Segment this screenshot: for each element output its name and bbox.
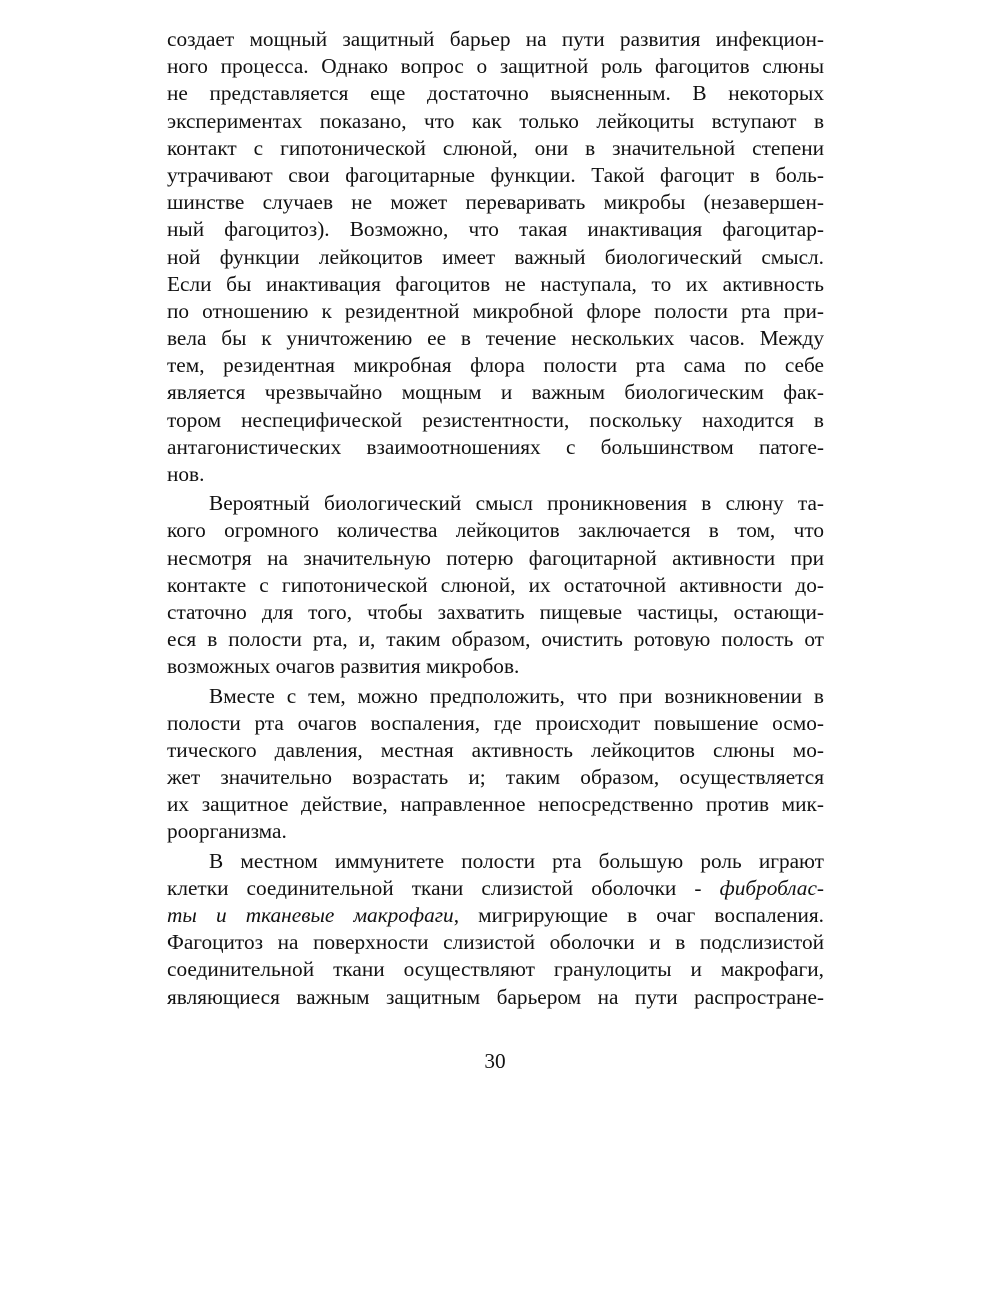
text-run: по отношению к резидентной микробной флоре полости рта при- [167, 298, 824, 323]
text-line [167, 791, 824, 818]
text-line [167, 848, 824, 875]
text-run: тем, резидентная микробная флора полости рта сама по себе [167, 353, 824, 378]
text-line [167, 683, 824, 710]
text-run: соединительной ткани осуществляют гранулоциты и макрофаги, [167, 957, 824, 982]
italic-term: ты и тканевые макрофаги [167, 903, 454, 927]
text-run: В местном иммунитете полости рта большую роль играют [209, 848, 824, 873]
text-run: Фагоцитоз на поверхности слизистой оболочки и в подслизистой [167, 930, 824, 955]
text-line [167, 572, 824, 599]
text-line [167, 325, 824, 352]
text-line [167, 517, 824, 544]
text-line [167, 929, 824, 956]
text-run: тором неспецифической резистентности, поскольку находится в [167, 407, 824, 432]
body-text [167, 26, 824, 1011]
text-line [167, 379, 824, 406]
text-line [167, 599, 824, 626]
text-run: несмотря на значительную потерю фагоцитарной активности при [167, 545, 824, 570]
text-run: Вместе с тем, можно предположить, что при возникновении в [209, 683, 824, 708]
text-line [167, 189, 824, 216]
text-run: ный фагоцитоз). Возможно, что такая инактивация фагоцитар- [167, 217, 824, 242]
paragraph [167, 848, 824, 1011]
text-line [167, 626, 824, 653]
text-run: статочно для того, чтобы захватить пищевые частицы, остающи- [167, 599, 824, 624]
text-run: , мигрирующие в очаг воспаления. [453, 903, 825, 927]
text-run: контакте с гипотонической слюной, их остаточной активности до- [167, 572, 824, 597]
text-run: шинстве случаев не может переваривать микробы (незавершен- [167, 190, 824, 215]
text-line [167, 108, 824, 135]
text-run: утрачивают свои фагоцитарные функции. Такой фагоцит в боль- [167, 162, 824, 187]
text-run: Вероятный биологический смысл проникновения в слюну та- [209, 491, 824, 516]
text-line [167, 490, 824, 517]
paragraph [167, 26, 824, 488]
text-run: контакт с гипотонической слюной, они в значительной степени [167, 135, 824, 160]
text-line [167, 956, 824, 983]
text-run: ной функции лейкоцитов имеет важный биологический смысл. [167, 244, 824, 269]
text-line [167, 434, 824, 461]
text-run: роорганизма. [167, 819, 287, 844]
text-line [167, 80, 824, 107]
text-line [167, 53, 824, 80]
text-run: Если бы инактивация фагоцитов не наступала, то их активность [167, 271, 824, 296]
text-run: полости рта очагов воспаления, где происходит повышение осмо- [167, 710, 824, 735]
text-line [167, 818, 824, 845]
paragraph [167, 490, 824, 680]
text-line [167, 135, 824, 162]
text-line [167, 352, 824, 379]
text-line [167, 875, 824, 902]
text-line [167, 984, 824, 1011]
text-run: не представляется еще достаточно выясненным. В некоторых [167, 81, 824, 106]
text-run: кого огромного количества лейкоцитов заключается в том, что [167, 518, 824, 543]
text-line [167, 26, 824, 53]
text-line [167, 545, 824, 572]
text-run: возможных очагов развития микробов. [167, 654, 520, 679]
text-line [167, 653, 824, 680]
text-line [167, 216, 824, 243]
text-line [167, 298, 824, 325]
text-run: экспериментах показано, что как только лейкоциты вступают в [167, 108, 824, 133]
text-line [167, 461, 824, 488]
text-line [167, 162, 824, 189]
text-run: антагонистических взаимоотношениях с большинством патоге- [167, 434, 824, 459]
text-line [167, 244, 824, 271]
text-run: вела бы к уничтожению ее в течение нескольких часов. Между [167, 326, 824, 351]
text-run: нов. [167, 462, 205, 486]
paragraph [167, 683, 824, 846]
text-line [167, 271, 824, 298]
text-line [167, 764, 824, 791]
text-run: клетки соединительной ткани слизистой оболочки - [167, 875, 720, 900]
italic-term: фиброблас- [719, 875, 824, 900]
text-line [167, 407, 824, 434]
text-run: ного процесса. Однако вопрос о защитной роль фагоцитов слюны [167, 54, 824, 79]
text-run: являющиеся важным защитным барьером на пути распростране- [167, 984, 824, 1009]
text-line [167, 710, 824, 737]
text-run: тического давления, местная активность лейкоцитов слюны мо- [167, 737, 824, 762]
text-line [167, 902, 824, 929]
text-run: создает мощный защитный барьер на пути развития инфекцион- [167, 27, 824, 51]
text-run: жет значительно возрастать и; таким образом, осуществляется [167, 765, 824, 790]
text-run: еся в полости рта, и, таким образом, очистить ротовую полость от [167, 627, 824, 652]
text-line [167, 737, 824, 764]
text-run: их защитное действие, направленное непосредственно против мик- [167, 792, 824, 817]
page-number: 30 [484, 1049, 506, 1073]
text-run: является чрезвычайно мощным и важным биологическим фак- [167, 380, 824, 405]
